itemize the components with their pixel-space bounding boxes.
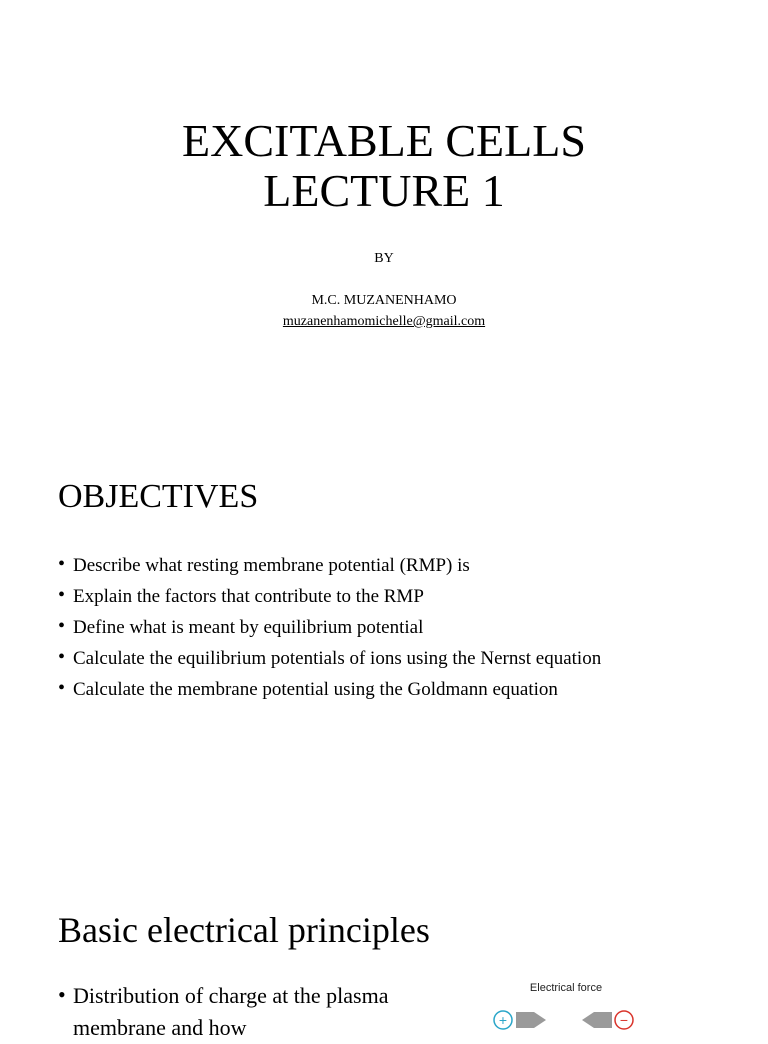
objective-item: • Describe what resting membrane potential (RMP) is [58, 550, 601, 581]
by-label: BY [374, 251, 394, 266]
electrical-force-label: Electrical force [529, 982, 603, 994]
electrical-force-graphic [486, 978, 656, 1038]
arrow-right-icon [516, 1012, 546, 1028]
email-link[interactable]: muzanenhamomichelle@gmail.com [282, 314, 486, 329]
electrical-heading: Basic electrical principles [58, 910, 430, 950]
lecture-title-line-1: EXCITABLE CELLS [182, 115, 586, 166]
electrical-force-diagram [486, 978, 656, 1038]
author-email [0, 314, 768, 330]
objectives-list [58, 550, 601, 705]
electrical-principles-slide [0, 860, 768, 1040]
objective-item: • Calculate the membrane potential using the Goldmann equation [58, 674, 601, 705]
electrical-list [58, 980, 418, 1044]
objective-item: • Explain the factors that contribute to the RMP [58, 581, 601, 612]
objectives-heading: OBJECTIVES [58, 478, 259, 515]
author-name: M.C. MUZANENHAMO [311, 293, 457, 308]
title-slide [0, 0, 768, 430]
arrow-left-icon [582, 1012, 612, 1028]
objectives-slide [0, 430, 768, 860]
negative-symbol: − [619, 1012, 629, 1028]
positive-symbol: + [498, 1012, 508, 1028]
lecture-title [0, 116, 768, 216]
lecture-title-line-2: LECTURE 1 [263, 165, 505, 216]
objective-item: • Calculate the equilibrium potentials of ions using the Nernst equation [58, 643, 601, 674]
objective-item: • Define what is meant by equilibrium potential [58, 612, 601, 643]
electrical-bullet: • Distribution of charge at the plasma membrane and how [58, 980, 418, 1044]
